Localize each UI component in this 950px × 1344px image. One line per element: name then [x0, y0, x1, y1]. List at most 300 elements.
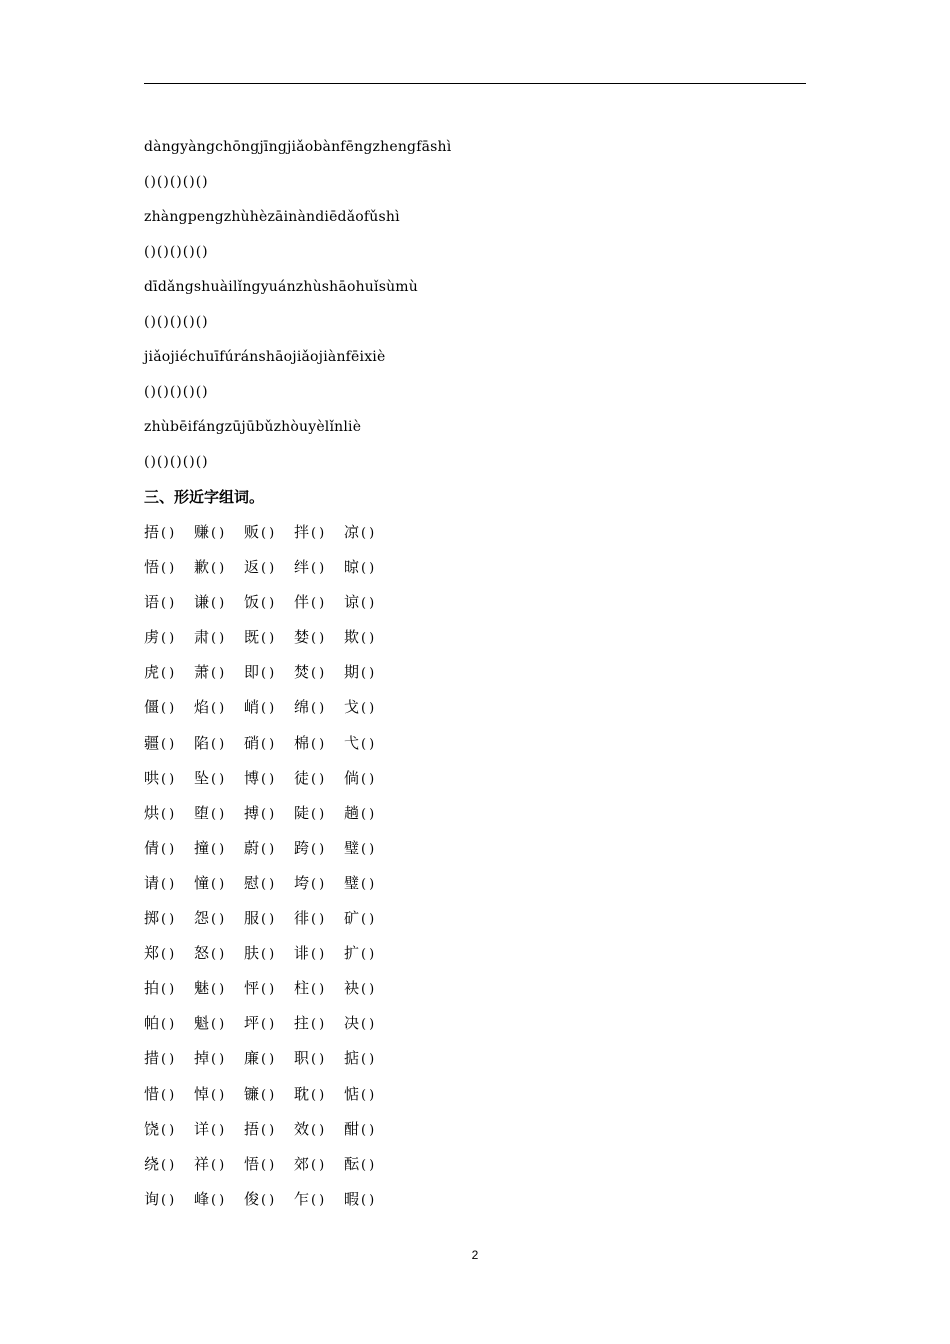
character-cell: [344, 870, 394, 898]
character-cell: [144, 694, 194, 722]
answer-blank: (): [261, 912, 278, 928]
character: 酣: [344, 1119, 360, 1138]
answer-blanks: ()()()()(): [144, 314, 209, 330]
character: 徒: [294, 768, 310, 787]
answer-blank: (): [211, 701, 228, 717]
answer-blank: (): [211, 526, 228, 541]
character: 晾: [344, 558, 360, 577]
character: 暇: [344, 1189, 360, 1208]
character: 烘: [144, 803, 160, 822]
character: 慰: [244, 873, 260, 892]
answer-blanks: ()()()()(): [144, 454, 209, 470]
character: 掂: [344, 1049, 360, 1068]
answer-blank: (): [361, 876, 378, 892]
character-row: [144, 519, 806, 554]
character: 即: [244, 663, 260, 682]
character-cell: [194, 1151, 244, 1179]
character: 堕: [194, 803, 210, 822]
character: 悟: [244, 1154, 260, 1173]
answer-blank: (): [261, 841, 278, 857]
answer-blank: (): [361, 561, 378, 577]
character-cell: [294, 554, 344, 582]
character-cell: [244, 624, 294, 652]
character: 诽: [294, 944, 310, 963]
character-cell: [344, 589, 394, 617]
character-cell: [194, 1081, 244, 1109]
character: 请: [144, 873, 160, 892]
header-rule: [144, 83, 806, 84]
character-cell: [144, 765, 194, 793]
character-cell: [194, 1116, 244, 1144]
answer-blank: (): [161, 526, 178, 541]
character: 璧: [344, 873, 360, 892]
answer-blank: (): [361, 806, 378, 822]
character: 捂: [144, 523, 160, 541]
character-cell: [144, 1186, 194, 1214]
character: 矿: [344, 909, 360, 928]
character: 弋: [344, 733, 360, 752]
character-cell: [244, 1186, 294, 1214]
character-cell: [244, 519, 294, 547]
answer-blank: (): [361, 1192, 378, 1208]
character-cell: [244, 1010, 294, 1038]
character: 详: [194, 1119, 210, 1138]
character: 赚: [194, 523, 210, 541]
character-cell: [194, 940, 244, 968]
character-cell: [344, 1045, 394, 1073]
character: 饭: [244, 593, 260, 612]
character-row: [144, 1116, 806, 1151]
character: 撞: [194, 838, 210, 857]
character-cell: [244, 1116, 294, 1144]
answer-blank: (): [311, 561, 328, 577]
answer-blank: (): [161, 701, 178, 717]
character-cell: [244, 905, 294, 933]
character-cell: [344, 694, 394, 722]
character-cell: [344, 730, 394, 758]
character-cell: [294, 1116, 344, 1144]
answer-blank: (): [161, 561, 178, 577]
character: 惦: [344, 1084, 360, 1103]
character-cell: [294, 589, 344, 617]
character-cell: [194, 800, 244, 828]
character: 袂: [344, 979, 360, 998]
answer-blank: (): [261, 1017, 278, 1033]
answer-blank: (): [261, 806, 278, 822]
character-row: [144, 765, 806, 800]
character: 服: [244, 909, 260, 928]
answer-blank: (): [261, 596, 278, 612]
character: 措: [144, 1049, 160, 1068]
character: 伴: [294, 593, 310, 612]
character-cell: [294, 730, 344, 758]
character-cell: [344, 940, 394, 968]
character: 棉: [294, 733, 310, 752]
character: 拄: [294, 1014, 310, 1033]
answer-blank: (): [261, 1192, 278, 1208]
answer-blank: (): [161, 736, 178, 752]
character-cell: [194, 870, 244, 898]
character-cell: [144, 1045, 194, 1073]
answer-blank: (): [261, 526, 278, 541]
character: 哄: [144, 768, 160, 787]
character-row: [144, 1045, 806, 1080]
character: 掉: [194, 1049, 210, 1068]
character: 怨: [194, 909, 210, 928]
character-cell: [194, 975, 244, 1003]
character-cell: [244, 554, 294, 582]
character-cell: [244, 1151, 294, 1179]
character-row: [144, 940, 806, 975]
character-cell: [294, 940, 344, 968]
answer-blank: (): [311, 806, 328, 822]
answer-blank: (): [361, 1157, 378, 1173]
character: 酝: [344, 1154, 360, 1173]
pinyin-line: zhàngpengzhùhèzāinàndiēdǎofǔshì: [144, 209, 400, 225]
answer-blank: (): [311, 841, 328, 857]
character-cell: [294, 870, 344, 898]
character-cell: [144, 1081, 194, 1109]
character-row: [144, 1010, 806, 1045]
character-cell: [244, 940, 294, 968]
character-cell: [194, 554, 244, 582]
character-cell: [144, 1010, 194, 1038]
answer-blank: (): [211, 876, 228, 892]
character: 返: [244, 558, 260, 577]
character-cell: [344, 800, 394, 828]
answer-blank: (): [311, 526, 328, 541]
character-cell: [144, 554, 194, 582]
answer-blank: (): [361, 596, 378, 612]
answer-blank: (): [361, 1017, 378, 1033]
answer-blank: (): [161, 1087, 178, 1103]
character-cell: [344, 519, 394, 547]
character: 祥: [194, 1154, 210, 1173]
pinyin-line: zhùbēifángzūjūbǔzhòuyèlǐnliè: [144, 419, 362, 435]
character-cell: [144, 1116, 194, 1144]
character: 欺: [344, 628, 360, 647]
answer-blank: (): [311, 1052, 328, 1068]
character-cell: [294, 800, 344, 828]
character-cell: [344, 554, 394, 582]
character: 郑: [144, 944, 160, 963]
answer-blank: (): [361, 771, 378, 787]
answer-blank: (): [311, 947, 328, 963]
character-cell: [144, 589, 194, 617]
character-cell: [244, 730, 294, 758]
answer-blank: (): [211, 1087, 228, 1103]
answer-blank: (): [161, 841, 178, 857]
character: 拍: [144, 979, 160, 998]
answer-blanks: ()()()()(): [144, 384, 209, 400]
character: 徘: [294, 909, 310, 928]
answer-blank: (): [161, 947, 178, 963]
answer-blank: (): [311, 701, 328, 717]
character: 效: [294, 1119, 310, 1138]
character-cell: [194, 730, 244, 758]
answer-blank: (): [311, 631, 328, 647]
character-cell: [244, 1081, 294, 1109]
character-cell: [294, 624, 344, 652]
answer-blank: (): [161, 1192, 178, 1208]
character-cell: [294, 765, 344, 793]
character-cell: [194, 765, 244, 793]
answer-blank: (): [361, 631, 378, 647]
character-cell: [294, 975, 344, 1003]
character-cell: [194, 589, 244, 617]
character-row: [144, 1151, 806, 1186]
character: 焚: [294, 663, 310, 682]
character-cell: [294, 1186, 344, 1214]
character: 蔚: [244, 838, 260, 857]
character-cell: [144, 905, 194, 933]
character: 峭: [244, 698, 260, 717]
character-row: [144, 554, 806, 589]
answer-blank: (): [211, 1017, 228, 1033]
character: 廉: [244, 1049, 260, 1068]
character: 郊: [294, 1154, 310, 1173]
character: 虎: [144, 663, 160, 682]
character-cell: [294, 1151, 344, 1179]
answer-blank: (): [311, 876, 328, 892]
answer-blank: (): [211, 1052, 228, 1068]
character: 谅: [344, 593, 360, 612]
answer-blank: (): [211, 666, 228, 682]
character-cell: [194, 835, 244, 863]
answer-blank: (): [211, 736, 228, 752]
character-row: [144, 624, 806, 659]
answer-blank: (): [361, 982, 378, 998]
character: 搏: [244, 803, 260, 822]
character: 焰: [194, 698, 210, 717]
character: 悼: [194, 1084, 210, 1103]
character: 萧: [194, 663, 210, 682]
answer-blank: (): [261, 561, 278, 577]
character: 陷: [194, 733, 210, 752]
answer-blank: (): [361, 701, 378, 717]
answer-blank: (): [161, 1157, 178, 1173]
character-cell: [144, 659, 194, 687]
character-cell: [344, 1010, 394, 1038]
character: 魅: [194, 979, 210, 998]
character-cell: [244, 765, 294, 793]
character-cell: [294, 1045, 344, 1073]
character-cell: [144, 835, 194, 863]
character-cell: [344, 765, 394, 793]
character-cell: [294, 519, 344, 547]
pinyin-exercise: [144, 134, 806, 484]
answer-blank: (): [211, 1122, 228, 1138]
character-cell: [194, 519, 244, 547]
character-cell: [244, 659, 294, 687]
character-row: [144, 694, 806, 729]
answer-blank: (): [161, 596, 178, 612]
answer-blank: (): [361, 526, 378, 541]
answer-blank: (): [211, 806, 228, 822]
character-cell: [144, 800, 194, 828]
character: 倩: [144, 838, 160, 857]
answer-blank: (): [361, 1122, 378, 1138]
answer-blank: (): [211, 561, 228, 577]
character-cell: [344, 1116, 394, 1144]
answer-blank: (): [261, 701, 278, 717]
character-cell: [244, 694, 294, 722]
answer-blank: (): [211, 1192, 228, 1208]
character: 既: [244, 628, 260, 647]
character-cell: [294, 659, 344, 687]
character: 语: [144, 593, 160, 612]
character: 柱: [294, 979, 310, 998]
answer-blank: (): [261, 666, 278, 682]
character: 捂: [244, 1119, 260, 1138]
answer-blanks: ()()()()(): [144, 174, 209, 190]
character-cell: [194, 1186, 244, 1214]
answer-blank: (): [211, 596, 228, 612]
page-number: 2: [471, 1248, 479, 1262]
character: 询: [144, 1189, 160, 1208]
answer-blanks: ()()()()(): [144, 244, 209, 260]
character-cell: [244, 835, 294, 863]
answer-blank: (): [361, 666, 378, 682]
character: 坪: [244, 1014, 260, 1033]
character: 魁: [194, 1014, 210, 1033]
character: 俊: [244, 1189, 260, 1208]
answer-blank: (): [211, 841, 228, 857]
character-cell: [144, 624, 194, 652]
character: 垮: [294, 873, 310, 892]
answer-blank: (): [311, 1087, 328, 1103]
character-cell: [144, 730, 194, 758]
character-row: [144, 730, 806, 765]
answer-blank: (): [361, 841, 378, 857]
character: 乍: [294, 1189, 310, 1208]
answer-blank: (): [161, 912, 178, 928]
answer-blank: (): [211, 1157, 228, 1173]
character-row: [144, 1186, 806, 1221]
character: 虏: [144, 628, 160, 647]
character: 峰: [194, 1189, 210, 1208]
answer-blank: (): [311, 912, 328, 928]
answer-blank: (): [161, 876, 178, 892]
character: 硝: [244, 733, 260, 752]
character-row: [144, 1081, 806, 1116]
character: 倘: [344, 768, 360, 787]
character-cell: [294, 905, 344, 933]
answer-blank: (): [161, 982, 178, 998]
answer-blank: (): [161, 771, 178, 787]
character: 拌: [294, 523, 310, 541]
answer-blank: (): [311, 1122, 328, 1138]
character-cell: [294, 694, 344, 722]
character-cell: [144, 940, 194, 968]
character-cell: [344, 624, 394, 652]
character: 镰: [244, 1084, 260, 1103]
answer-blank: (): [161, 1052, 178, 1068]
answer-blank: (): [311, 666, 328, 682]
answer-blank: (): [261, 771, 278, 787]
answer-blank: (): [161, 806, 178, 822]
character-cell: [144, 1151, 194, 1179]
character-cell: [344, 835, 394, 863]
character: 疆: [144, 733, 160, 752]
character: 璧: [344, 838, 360, 857]
character: 谦: [194, 593, 210, 612]
character: 坠: [194, 768, 210, 787]
character: 期: [344, 663, 360, 682]
character-cell: [244, 1045, 294, 1073]
answer-blank: (): [161, 1122, 178, 1138]
answer-blank: (): [261, 982, 278, 998]
character-cell: [194, 694, 244, 722]
answer-blank: (): [311, 1017, 328, 1033]
answer-blank: (): [361, 736, 378, 752]
character-row: [144, 589, 806, 624]
character: 戈: [344, 698, 360, 717]
character: 怒: [194, 944, 210, 963]
character: 博: [244, 768, 260, 787]
answer-blank: (): [361, 912, 378, 928]
character: 饶: [144, 1119, 160, 1138]
character: 绕: [144, 1154, 160, 1173]
character-cell: [244, 975, 294, 1003]
answer-blank: (): [311, 1192, 328, 1208]
character-cell: [144, 870, 194, 898]
answer-blank: (): [261, 1157, 278, 1173]
pinyin-line: jiǎojiéchuīfúránshāojiǎojiànfēixiè: [144, 349, 386, 365]
character: 职: [294, 1049, 310, 1068]
character-cell: [294, 835, 344, 863]
character-cell: [344, 975, 394, 1003]
character-row: [144, 835, 806, 870]
character-cell: [244, 800, 294, 828]
character-cell: [194, 624, 244, 652]
answer-blank: (): [261, 1087, 278, 1103]
answer-blank: (): [311, 736, 328, 752]
answer-blank: (): [361, 1052, 378, 1068]
section-title: 三、形近字组词。: [144, 488, 265, 506]
character: 悟: [144, 558, 160, 577]
character-row: [144, 905, 806, 940]
character: 惜: [144, 1084, 160, 1103]
answer-blank: (): [311, 1157, 328, 1173]
character-cell: [294, 1081, 344, 1109]
character: 绊: [294, 558, 310, 577]
character: 陡: [294, 803, 310, 822]
character-row: [144, 975, 806, 1010]
character: 怦: [244, 979, 260, 998]
character: 掷: [144, 909, 160, 928]
character-cell: [344, 1186, 394, 1214]
character-row: [144, 870, 806, 905]
answer-blank: (): [161, 1017, 178, 1033]
answer-blank: (): [311, 596, 328, 612]
answer-blank: (): [311, 771, 328, 787]
character-cell: [344, 1081, 394, 1109]
answer-blank: (): [261, 1122, 278, 1138]
character-cell: [194, 905, 244, 933]
answer-blank: (): [261, 876, 278, 892]
character-cell: [344, 905, 394, 933]
character-cell: [144, 975, 194, 1003]
character: 绵: [294, 698, 310, 717]
character-cell: [194, 1010, 244, 1038]
answer-blank: (): [261, 1052, 278, 1068]
character: 帕: [144, 1014, 160, 1033]
character-cell: [344, 1151, 394, 1179]
character: 婪: [294, 628, 310, 647]
answer-blank: (): [261, 631, 278, 647]
answer-blank: (): [361, 1087, 378, 1103]
